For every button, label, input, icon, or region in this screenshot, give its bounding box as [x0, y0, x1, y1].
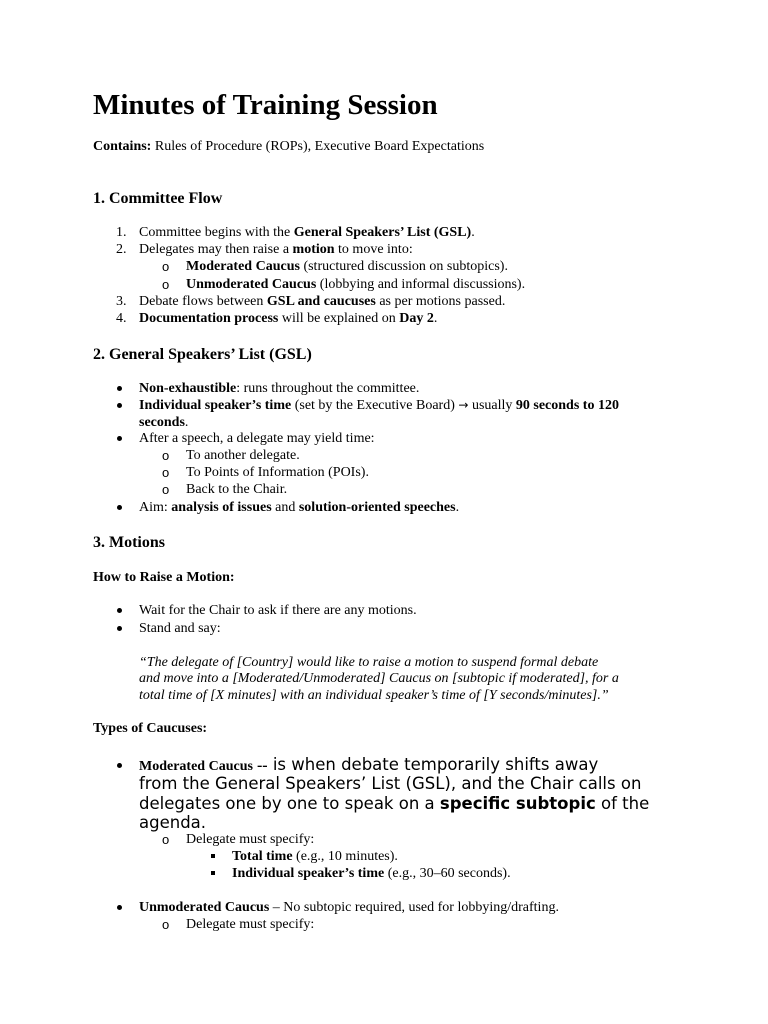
circle-bullet-icon: o — [162, 832, 170, 847]
sub-list-item: To another delegate. — [186, 448, 300, 463]
sub-list-item: Unmoderated Caucus (lobbying and informal discussions). — [186, 277, 526, 292]
list-item: Aim: analysis of issues and solution-oriented speeches. — [139, 500, 460, 515]
sub-sub-list-item: Individual speaker’s time (e.g., 30–60 seconds). — [232, 866, 511, 881]
quote-line: “The delegate of [Country] would like to raise a motion to suspend formal debate — [139, 655, 599, 670]
list-item: Wait for the Chair to ask if there are any motions. — [139, 603, 417, 618]
contains-label: Contains: — [93, 139, 152, 154]
bullet-icon — [117, 386, 122, 391]
bullet-icon — [117, 763, 122, 768]
list-item: Debate flows between GSL and caucuses as per motions passed. — [139, 294, 506, 309]
section-heading-gsl: 2. General Speakers’ List (GSL) — [93, 346, 312, 363]
list-item: Individual speaker’s time (set by the Executive Board) → usually 90 seconds to 120 — [139, 398, 619, 413]
list-item: Delegates may then raise a motion to move into: — [139, 242, 413, 257]
circle-bullet-icon: o — [162, 448, 170, 463]
bullet-icon — [117, 505, 122, 510]
sub-list-item: To Points of Information (POIs). — [186, 465, 369, 480]
sub-list-item: Delegate must specify: — [186, 917, 315, 932]
sub-list-item: Delegate must specify: — [186, 832, 315, 847]
subheading-types-of-caucuses: Types of Caucuses: — [93, 721, 208, 736]
subheading-raise-motion: How to Raise a Motion: — [93, 570, 235, 585]
contains-text: Rules of Procedure (ROPs), Executive Board Expectations — [151, 139, 485, 154]
list-number: 1. — [116, 225, 127, 240]
section-heading-committee-flow: 1. Committee Flow — [93, 190, 223, 207]
list-item: Non-exhaustible: runs throughout the committee. — [139, 381, 420, 396]
circle-bullet-icon: o — [162, 482, 170, 497]
list-item: Committee begins with the General Speakers’ List (GSL). — [139, 225, 475, 240]
bullet-icon — [117, 608, 122, 613]
bullet-icon — [117, 436, 122, 441]
circle-bullet-icon: o — [162, 465, 170, 480]
list-number: 3. — [116, 294, 127, 309]
bullet-icon — [117, 626, 122, 631]
list-number: 4. — [116, 311, 127, 326]
section-heading-motions: 3. Motions — [93, 534, 165, 551]
bullet-icon — [117, 403, 122, 408]
list-item-continuation: delegates one by one to speak on a specific subtopic of the — [139, 794, 650, 813]
list-number: 2. — [116, 242, 127, 257]
page-title: Minutes of Training Session — [93, 89, 438, 121]
list-item: Stand and say: — [139, 621, 221, 636]
bullet-icon — [117, 905, 122, 910]
list-item: After a speech, a delegate may yield time: — [139, 431, 375, 446]
quote-line: and move into a [Moderated/Unmoderated] Caucus on [subtopic if moderated], for a — [139, 671, 619, 686]
arrow-right-icon: → — [458, 398, 469, 412]
sub-list-item: Back to the Chair. — [186, 482, 288, 497]
list-item: Unmoderated Caucus – No subtopic required, used for lobbying/drafting. — [139, 900, 559, 915]
circle-bullet-icon: o — [162, 259, 170, 274]
square-bullet-icon — [211, 871, 215, 875]
quote-line: total time of [X minutes] with an individual speaker’s time of [Y seconds/minutes].” — [139, 688, 609, 703]
circle-bullet-icon: o — [162, 277, 170, 292]
circle-bullet-icon: o — [162, 917, 170, 932]
list-item-continuation: from the General Speakers’ List (GSL), and the Chair calls on — [139, 774, 642, 793]
square-bullet-icon — [211, 854, 215, 858]
list-item-continuation: seconds. — [139, 415, 189, 430]
contains-line — [93, 138, 484, 155]
sub-list-item: Moderated Caucus (structured discussion on subtopics). — [186, 259, 508, 274]
list-item-continuation: agenda. — [139, 813, 207, 832]
list-item: Moderated Caucus -- is when debate temporarily shifts away — [139, 755, 599, 774]
sub-sub-list-item: Total time (e.g., 10 minutes). — [232, 849, 398, 864]
list-item: Documentation process will be explained on Day 2. — [139, 311, 438, 326]
